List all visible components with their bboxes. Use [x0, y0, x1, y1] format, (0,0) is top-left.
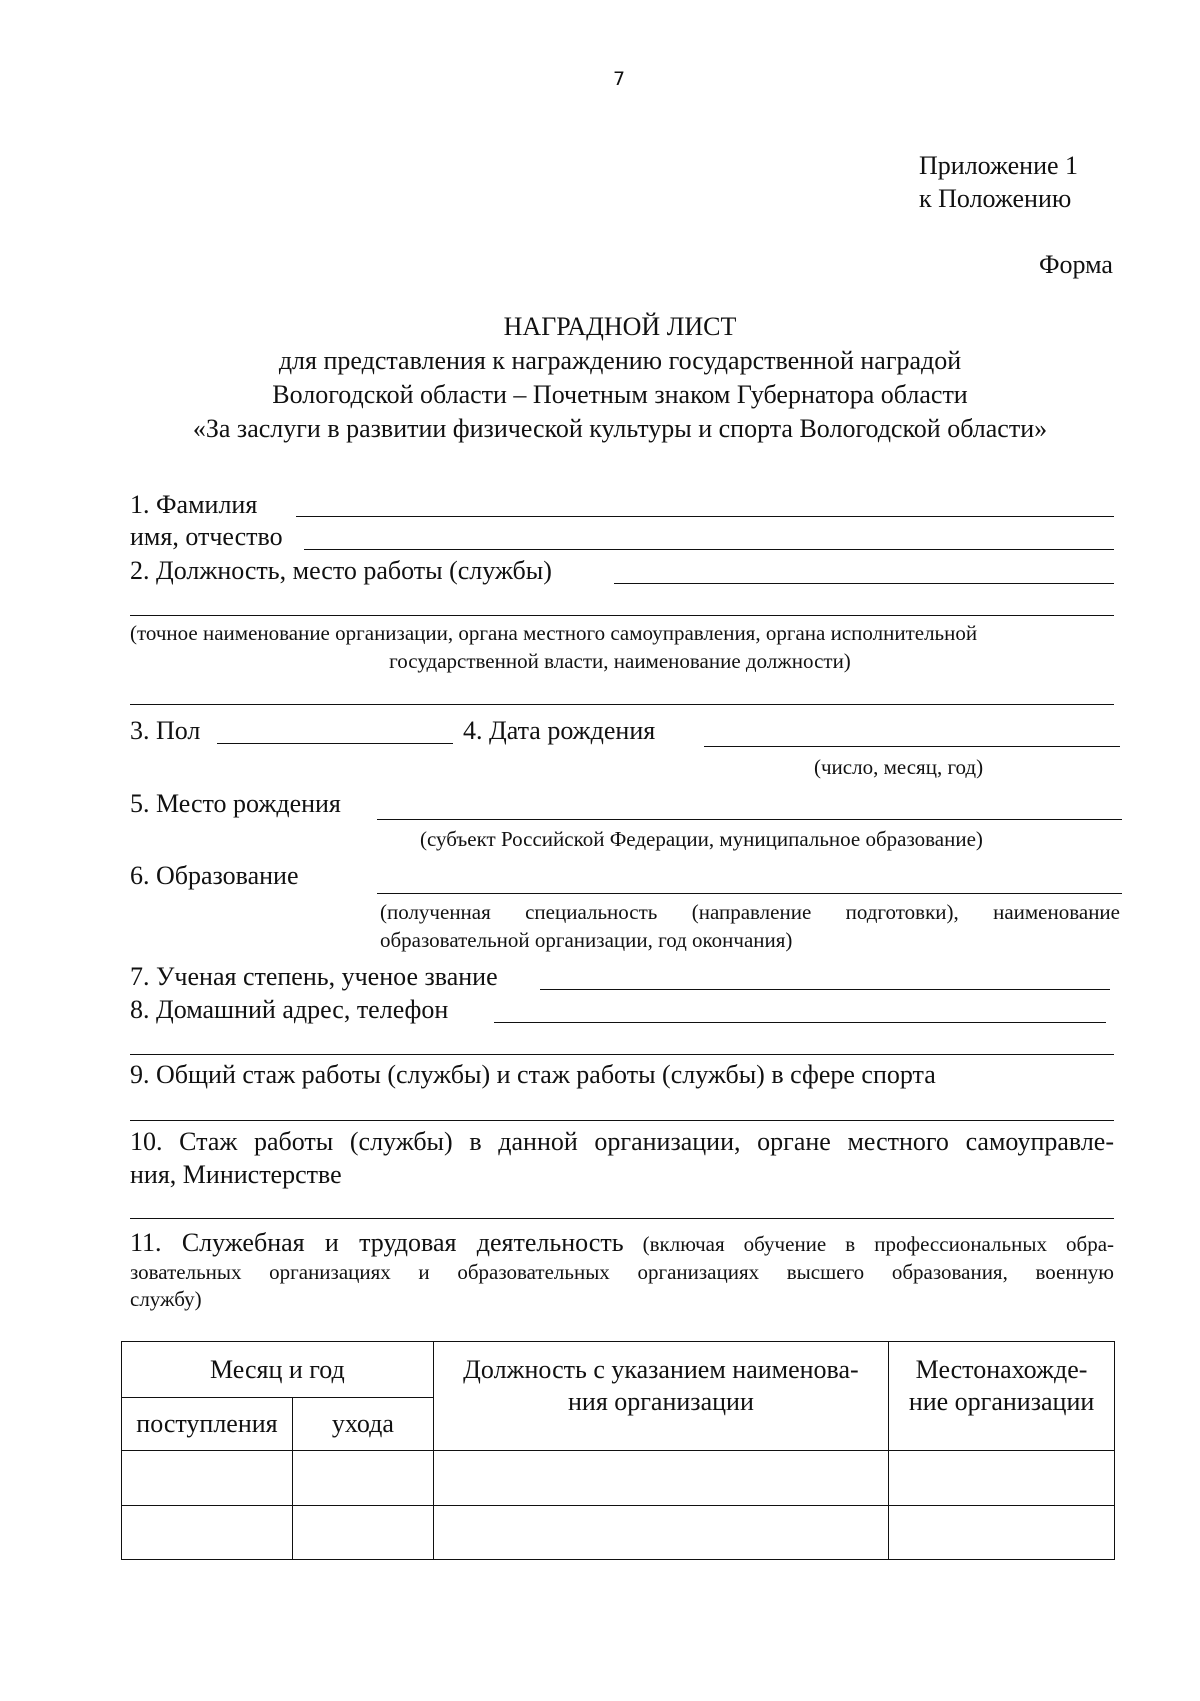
table-cell[interactable] [889, 1506, 1115, 1560]
address-line-2[interactable] [130, 1054, 1114, 1055]
name-line[interactable] [304, 549, 1114, 550]
appendix-line2: к Положению [919, 184, 1072, 213]
service-note-1: (включая обучение в профессиональных обра- [623, 1232, 1115, 1256]
appendix-line1: Приложение 1 [919, 151, 1079, 180]
education-hint-2: образовательной организации, год окончания) [380, 928, 793, 952]
header-start: поступления [122, 1398, 293, 1451]
table-row [122, 1451, 1115, 1506]
birthdate-hint: (число, месяц, год) [814, 755, 984, 779]
field-name-label: имя, отчество [130, 522, 283, 551]
table-cell[interactable] [292, 1506, 433, 1560]
activity-table [121, 1341, 1115, 1560]
position-line-1[interactable] [614, 583, 1114, 584]
title-line3: «За заслуги в развитии физической культуры и спорта Вологодской области» [192, 414, 1048, 443]
form-label: Форма [1039, 250, 1113, 279]
education-hint-1: (полученная специальность (направление подготовки), наименование [380, 900, 1120, 924]
table-row [122, 1506, 1115, 1560]
field-sex-label: 3. Пол [130, 716, 201, 745]
title-line2: Вологодской области – Почетным знаком Губернатора области [272, 380, 968, 409]
field-org-experience-line1: 10. Стаж работы (службы) в данной организации, органе местного самоуправле- [130, 1127, 1114, 1156]
service-main: 11. Служебная и трудовая деятельность [130, 1228, 624, 1257]
education-line[interactable] [377, 893, 1122, 894]
field-birthplace-label: 5. Место рождения [130, 789, 341, 818]
service-note-2: зовательных организациях и образовательных организациях высшего образования, военную [130, 1260, 1114, 1284]
page-number: 7 [613, 68, 626, 90]
field-address-label: 8. Домашний адрес, телефон [130, 995, 449, 1024]
field-position-label: 2. Должность, место работы (службы) [130, 556, 552, 585]
table-cell[interactable] [122, 1506, 293, 1560]
header-month-year: Месяц и год [122, 1342, 434, 1398]
table-cell[interactable] [292, 1451, 433, 1506]
title-line1: для представления к награждению государственной наградой [278, 346, 962, 375]
document-title: НАГРАДНОЙ ЛИСТ [503, 312, 737, 341]
birthplace-hint: (субъект Российской Федерации, муниципальное образование) [420, 827, 983, 851]
position-line-2[interactable] [130, 615, 1114, 616]
field-service-line1 [130, 1228, 1114, 1258]
birthplace-line[interactable] [377, 819, 1122, 820]
header-position: Должность с указанием наименова- ния организации [433, 1342, 888, 1451]
table-header-row-1 [122, 1342, 1115, 1398]
field-education-label: 6. Образование [130, 861, 299, 890]
field-org-experience-line2: ния, Министерстве [130, 1160, 342, 1189]
degree-line[interactable] [540, 989, 1110, 990]
sex-line[interactable] [217, 743, 453, 744]
table-cell[interactable] [122, 1451, 293, 1506]
header-location: Местонахожде- ние организации [889, 1342, 1115, 1451]
field-birthdate-label: 4. Дата рождения [463, 716, 656, 745]
table-cell[interactable] [889, 1451, 1115, 1506]
table-cell[interactable] [433, 1506, 888, 1560]
position-line-3[interactable] [130, 704, 1114, 705]
position-hint-2: государственной власти, наименование должности) [389, 649, 851, 673]
position-hint-1: (точное наименование организации, органа местного самоуправления, органа исполнительной [130, 621, 978, 645]
experience-line[interactable] [130, 1120, 1114, 1121]
org-experience-line[interactable] [130, 1218, 1114, 1219]
field-degree-label: 7. Ученая степень, ученое звание [130, 962, 498, 991]
header-end: ухода [292, 1398, 433, 1451]
table-cell[interactable] [433, 1451, 888, 1506]
service-note-3: службу) [130, 1287, 202, 1311]
address-line-1[interactable] [494, 1022, 1106, 1023]
field-experience-label: 9. Общий стаж работы (службы) и стаж работы (службы) в сфере спорта [130, 1060, 936, 1089]
birthdate-line[interactable] [704, 746, 1120, 747]
surname-line[interactable] [296, 516, 1114, 517]
field-surname-label: 1. Фамилия [130, 490, 258, 519]
